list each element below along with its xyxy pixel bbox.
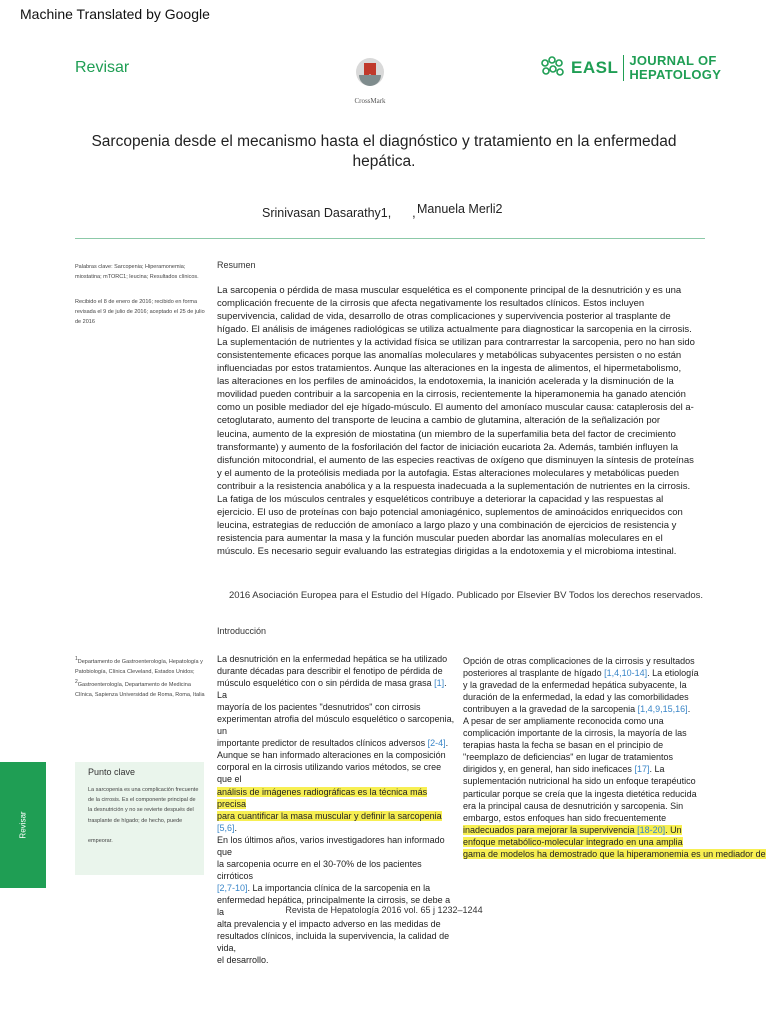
- text-line: durante décadas para describir el fenotipo de pérdida de: [217, 666, 443, 677]
- text-line: complicación importante de la cirrosis, la mayoría de las: [463, 728, 687, 739]
- citation-link[interactable]: [1]: [434, 678, 445, 689]
- text-line: suplementación nutricional ha sido un enfoque terapéutico: [463, 776, 696, 787]
- citation-link[interactable]: [1,4,10-14]: [604, 668, 648, 679]
- citation-link[interactable]: [1,4,9,15,16]: [637, 704, 688, 715]
- highlighted-text: análisis de imágenes radiográficas es la técnica más precisa: [217, 786, 428, 809]
- text-line: La desnutrición en la enfermedad hepática se ha utilizado: [217, 654, 448, 664]
- author-1-name: Srinivasan Dasarathy1,: [262, 206, 392, 220]
- text-line: embargo, estos enfoques han sido frecuentemente: [463, 812, 667, 823]
- text-line: alta prevalencia y el impacto adverso en las medidas de: [217, 919, 441, 930]
- copyright-notice: 2016 Asociación Europea para el Estudio del Hígado. Publicado por Elsevier BV Todos los derechos reservados.: [229, 590, 704, 601]
- text-line: dirigidos y, en general, han sido ineficaces [17]. La: [463, 764, 665, 775]
- abstract-heading: Resumen: [217, 260, 256, 270]
- article-type-label: Revisar: [75, 59, 130, 76]
- abstract-text: La sarcopenia o pérdida de masa muscular esquelética es el componente principal de la desnutrición y es una complicación frecuente de la cirrosis que afecta negativamente los resultados clínicos. Estos incluyen supervivencia, calidad de vida, desarrollo de otras complicaciones y supervivencia posterior al trasplante de hígado. El análisis de imágenes radiológicas se utiliza actualmente para diagnosticar la sarcopenia en la cirrosis. La suplementación de nutrientes y la actividad física se utilizan para contrarrestar la sarcopenia, pero no han sido consistentemente eficaces porque las anomalías moleculares y metabólicas subyacentes persisten o no están influenciadas por estos tratamientos. Aunque las alteraciones en la ingesta de alimentos, el hipermetabolismo, las alteraciones en los perfiles de aminoácidos, la endotoxemia, la inanición acelerada y la disminución de la movilidad pueden contribuir a la sarcopenia en la cirrosis, recientemente la hiperamonemia ha ganado atención como un posible mediador del eje hígado-músculo. El aumento del amoníaco muscular causa: cataplerosis del a-cetoglutarato, aumento del transporte de leucina a cambio de glutamina, alteración de la señalización por leucina, aumento de la expresión de miostatina (un miembro de la superfamilia beta del factor de crecimiento transformante) y aumento de la fosforilación del factor de iniciación eucariota 2a. Además, también influyen la disfunción mitocondrial, el aumento de las especies reactivas de oxígeno que disminuyen la síntesis de proteínas y el aumento de la proteólisis mediada por la autofagia. Estas alteraciones moleculares y metabólicas pueden contribuir a la resistencia anabólica y a la respuesta inadecuada a la suplementación de nutrientes en la cirrosis. La fatiga de los músculos centrales y esqueléticos contribuye a deteriorar la capacidad y las respuestas al ejercicio. El uso de proteínas con bajo potencial amoniagénico, suplementos de aminoácidos enriquecidos con leucina, estrategias de reducción de amoníaco a largo plazo y una combinación de ejercicios de resistencia y resistencia para aumentar la masa y la función muscular pueden abordar las anomalías moleculares en el músculo. Es necesario seguir evaluando las estrategias dirigidas a la endotoxemia y el microbioma intestinal.: [217, 285, 695, 557]
- easl-logo-text: EASL: [571, 58, 619, 77]
- text-line: para cuantificar la masa muscular y definir la sarcopenia [5,6].: [217, 810, 442, 833]
- key-point-box: [75, 762, 204, 875]
- logo-divider: [623, 55, 624, 81]
- machine-translation-banner: Machine Translated by Google: [20, 6, 210, 22]
- journal-name-line2: HEPATOLOGY: [629, 67, 722, 82]
- crossmark-icon: [355, 57, 385, 91]
- author-separator: ,: [412, 206, 416, 220]
- highlighted-text: inadecuados para mejorar la supervivencia [18-20]. Un: [463, 824, 682, 835]
- text-line: particular porque se creía que la ingesta dietética reducida: [463, 788, 697, 799]
- crossmark-logo[interactable]: [350, 57, 390, 105]
- text-line: [2,7-10]. La importancia clínica de la sarcopenia en la: [217, 882, 431, 893]
- text-line: enfermedad hepática, principalmente la cirrosis, se debe a la: [217, 894, 451, 917]
- text-line: Aunque se han informado alteraciones en la composición: [217, 750, 446, 761]
- journal-name: [629, 54, 721, 82]
- journal-name-line1: JOURNAL OF: [629, 53, 717, 68]
- text-line: era la principal causa de desnutrición y sarcopenia. Sin: [463, 800, 684, 811]
- text-line: [463, 848, 768, 860]
- intro-column-1: [217, 653, 457, 966]
- text-line: la sarcopenia ocurre en el 30-70% de los pacientes cirróticos: [217, 858, 422, 881]
- key-point-text: La sarcopenia es una complicación frecuente de la cirrosis. Es el componente principal de la desnutrición y no se revierte después del trasplante de hígado; de hecho, puede empeorar.: [88, 787, 199, 845]
- text-line: contribuyen a la gravedad de la sarcopenia [1,4,9,15,16].: [463, 704, 691, 715]
- intro-column-2: [463, 655, 768, 860]
- highlighted-text: enfoque metabólico-molecular integrado en una amplia: [463, 836, 683, 847]
- highlighted-text: para cuantificar la masa muscular y definir la sarcopenia: [217, 810, 442, 821]
- keywords: Palabras clave: Sarcopenia; Hiperamonemia; miostatina; mTORC1; leucina; Resultados clínicos.: [75, 264, 199, 280]
- text-line: [463, 836, 768, 848]
- text-line: duración de la enfermedad, la edad y las comorbilidades: [463, 692, 689, 703]
- highlighted-text: gama de modelos ha demostrado que la hiperamonemia es un mediador de: [463, 848, 766, 859]
- text-line: mayoría de los pacientes "desnutridos" con cirrosis: [217, 702, 421, 713]
- affiliations: [75, 654, 205, 700]
- text-line: resultados clínicos, incluida la supervivencia, la calidad de vida,: [217, 931, 450, 954]
- citation-link[interactable]: [2,7-10]: [217, 882, 248, 893]
- text-line: terapias hasta la fecha se basan en el principio de: [463, 740, 664, 751]
- text-line: En los últimos años, varios investigadores han informado que: [217, 834, 445, 857]
- citation-link[interactable]: [5,6]: [217, 822, 235, 833]
- text-line: posteriores al trasplante de hígado [1,4,10-14]. La etiología: [463, 668, 699, 679]
- citation-link[interactable]: [18-20]: [637, 824, 666, 835]
- introduction-heading: Introducción: [217, 626, 267, 636]
- text-line: y la gravedad de la enfermedad hepática subyacente, la: [463, 680, 687, 691]
- sidebar-revisar-tab[interactable]: [0, 762, 46, 888]
- author-1[interactable]: [262, 206, 416, 220]
- text-line: corporal en la cirrosis utilizando varios métodos, se cree que el: [217, 762, 442, 785]
- citation-link[interactable]: [2-4]: [427, 738, 446, 749]
- crossmark-label: CrossMark: [354, 97, 386, 105]
- key-point-heading: Punto clave: [88, 767, 136, 777]
- header-divider: [75, 238, 705, 239]
- journal-logo: [540, 54, 721, 82]
- easl-circles-icon: [540, 56, 568, 80]
- page-footer-citation: Revista de Hepatología 2016 vol. 65 j 1232–1244: [285, 905, 483, 915]
- sidebar-label: Revisar: [18, 811, 28, 839]
- text-line: "reemplazo de deficiencias" en lugar de tratamientos: [463, 752, 674, 763]
- text-line: [463, 824, 768, 836]
- affiliation-2: $^2$Gastroenterología, Departamento de Medicina Clínica, Sapienza Universidad de Roma, Roma, Italia: [75, 678, 205, 698]
- citation-link[interactable]: [17]: [634, 764, 650, 775]
- text-line: [217, 786, 457, 810]
- text-line: músculo esquelético con o sin pérdida de masa grasa [1]. La: [217, 678, 447, 701]
- text-line: el desarrollo.: [217, 955, 269, 966]
- article-history: Recibido el 8 de enero de 2016; recibido en forma revisada el 9 de julio de 2016; aceptado el 25 de julio de 2016: [75, 299, 205, 325]
- affiliation-1: $^1$Departamento de Gastroenterología, Hepatología y Patobiología, Clínica Cleveland, Estados Unidos;: [75, 656, 203, 675]
- article-title: Sarcopenia desde el mecanismo hasta el diagnóstico y tratamiento en la enfermedad hepática.: [91, 133, 677, 170]
- text-line: experimentan atrofia del músculo esquelético o sarcopenia, un: [217, 714, 455, 737]
- text-line: importante predictor de resultados clínicos adversos [2-4].: [217, 738, 449, 749]
- text-line: A pesar de ser ampliamente reconocida como una: [463, 716, 664, 727]
- author-2[interactable]: Manuela Merli2: [417, 202, 503, 216]
- text-line: Opción de otras complicaciones de la cirrosis y resultados: [463, 656, 695, 666]
